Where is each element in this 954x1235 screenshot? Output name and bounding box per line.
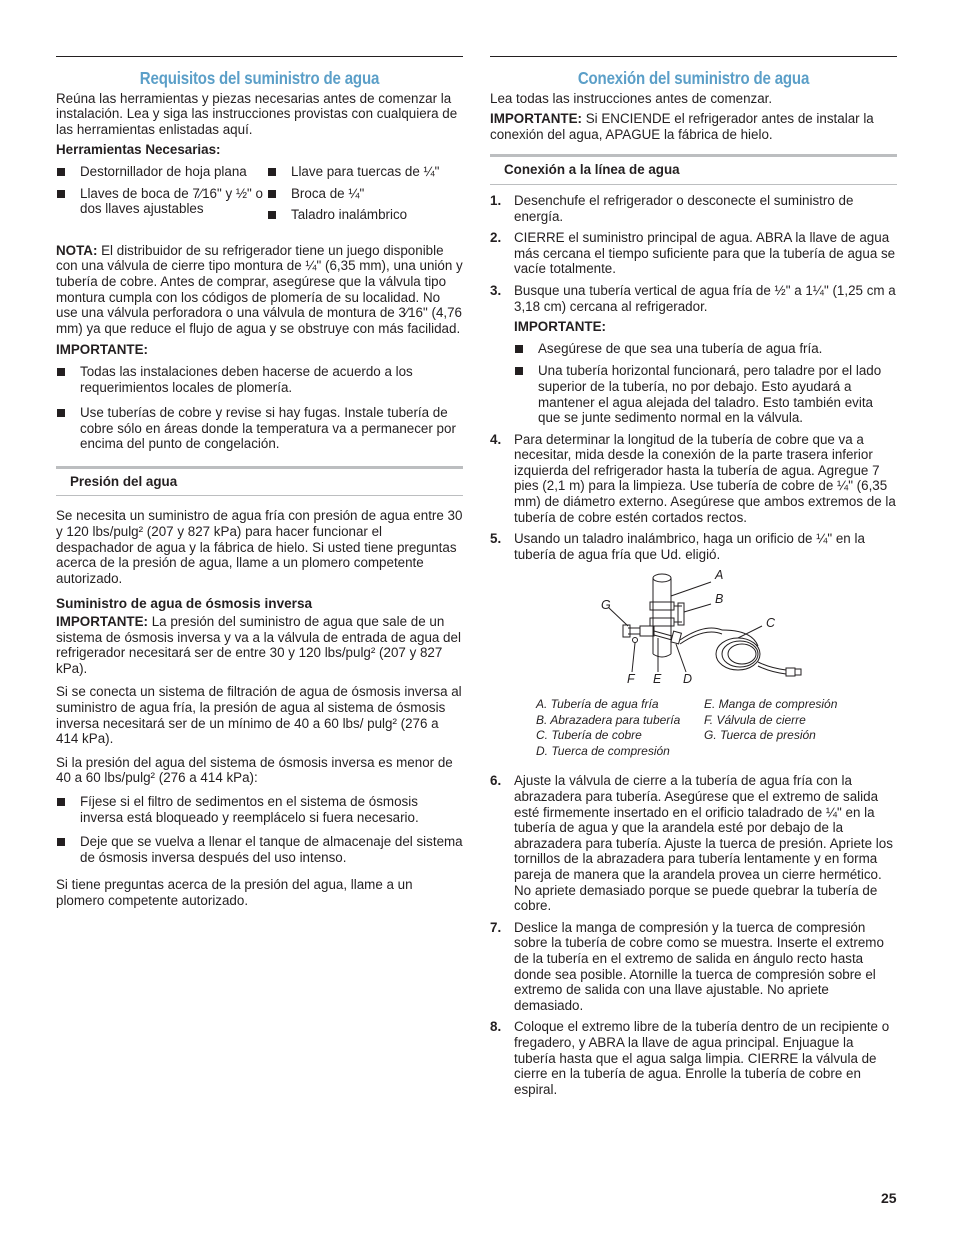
step-number: 6. (490, 773, 502, 789)
subheading-presion: Presión del agua (56, 466, 463, 497)
presion-paragraph: Se necesita un suministro de agua fría con presión de agua entre 30 y 120 lbs/pulg² (207 y 827 kPa) para hacer funcionar el despachador de agua y la fábrica de hielo. Si usted tiene preguntas acerca de la presión de agua, llame a un plomero competente autorizado. (56, 508, 463, 586)
right-importante-paragraph (490, 111, 897, 142)
figure-label-a: A (715, 568, 724, 583)
list-item: Taladro inalámbrico (267, 207, 463, 223)
step-item (490, 432, 897, 526)
list-item: Deje que se vuelva a llenar el tanque de almacenaje del sistema de ósmosis inversa después del uso intenso. (56, 834, 463, 865)
list-item: Llaves de boca de 7⁄16" y ½" o dos llaves ajustables (56, 186, 267, 217)
list-item: Destornillador de hoja plana (56, 164, 267, 180)
steps-list (490, 193, 897, 562)
tools-list (56, 164, 463, 229)
legend-item: F. Válvula de cierre (704, 712, 806, 727)
step-number: 4. (490, 431, 502, 447)
step-number: 2. (490, 230, 502, 246)
step-text: Coloque el extremo libre de la tubería dentro de un recipiente o fregadero, y ABRA la llave de agua principal. Enjuague la tubería hasta que el agua salga limpia. CIERRE la válvula de cierre en la tubería de agua. Enrolle la tubería de cobre en espiral. (514, 1019, 890, 1097)
right-importante-label: IMPORTANTE: (490, 111, 582, 127)
osmosis-importante-label: IMPORTANTE: (56, 614, 148, 630)
figure-label-b: B (715, 592, 724, 607)
step-number: 7. (490, 919, 502, 935)
step-text: Busque una tubería vertical de agua fría de ½" a 1¼" (1,25 cm a 3,18 cm) cercana al refrigerador. (514, 282, 896, 314)
legend-item: D. Tuerca de compresión (536, 743, 670, 758)
legend-item: B. Abrazadera para tubería (536, 712, 681, 727)
tools-column-1 (56, 164, 267, 229)
step-text: Ajuste la válvula de cierre a la tubería de agua fría con la abrazadera para tubería. Asegúrese que el extremo de salida esté firmemente insertado en el orificio taladrado de ¼" en la tubería de agua y que la arandela esté por debajo de la abrazadera para tubería. Ajuste la tuerca de presión. Apriete los tornillos de la abrazadera para tubería lentamente y en forma pareja de manera que la arandela provea un cierre hermético. No apriete demasiado porque se puede quebrar la tubería de cobre. (514, 773, 893, 914)
steps-list-continued (490, 773, 897, 1097)
figure-label-e: E (653, 672, 662, 687)
step-text: Usando un taladro inalámbrico, haga un orificio de ¼" en la tubería de agua fría que Ud. eligió. (514, 531, 865, 562)
legend-item: G. Tuerca de presión (704, 728, 816, 743)
nota-label: NOTA: (56, 242, 98, 258)
left-column (56, 56, 463, 914)
legend-column-2 (704, 697, 837, 759)
step-item (490, 773, 897, 913)
subheading-conexion: Conexión a la línea de agua (490, 154, 897, 185)
top-rule (56, 56, 463, 57)
list-item: Asegúrese de que sea una tubería de agua fría. (514, 341, 897, 357)
osmosis-importante-text: La presión del suministro de agua que sale de un sistema de ósmosis inversa y va a la válvula de entrada de agua del refrigerador necesitará ser de entre 30 y 120 lbs/pulg² (207 y 827 kPa). (56, 614, 461, 676)
figure-label-c: C (766, 616, 776, 631)
figure-label-g: G (601, 598, 611, 613)
step-item (490, 531, 897, 562)
step3-importante-label: IMPORTANTE: (514, 319, 606, 335)
valve-diagram (490, 568, 897, 693)
figure-label-d: D (683, 672, 693, 687)
step-number: 5. (490, 531, 502, 547)
step-item (490, 283, 897, 426)
legend-item: E. Manga de compresión (704, 697, 838, 712)
list-item: Todas las instalaciones deben hacerse de acuerdo a los requerimientos locales de plomería. (56, 364, 463, 395)
osmosis-paragraph-3: Si la presión del agua del sistema de ósmosis inversa es menor de 40 a 60 lbs/pulg² (276 a 414 kPa): (56, 754, 453, 786)
tools-column-2 (267, 164, 463, 229)
importante-label: IMPORTANTE: (56, 342, 148, 358)
final-paragraph: Si tiene preguntas acerca de la presión del agua, llame a un plomero competente autorizado. (56, 877, 413, 908)
right-importante-text: Si ENCIENDE el refrigerador antes de instalar la conexión del agua, APAGUE la fábrica de hielo. (490, 111, 874, 142)
osmosis-importante-paragraph (56, 614, 463, 676)
intro-paragraph: Reúna las herramientas y piezas necesarias antes de comenzar la instalación. Lea y siga las instrucciones provistas con cualquiera de las herramientas enlistadas aquí. (56, 90, 458, 137)
section-title-conexion: Conexión del suministro de agua (577, 68, 810, 88)
step-item (490, 230, 897, 277)
step-number: 1. (490, 192, 502, 208)
step-number: 8. (490, 1019, 502, 1035)
step-item (490, 920, 897, 1014)
importante-list (56, 364, 463, 452)
step-text: Deslice la manga de compresión y la tuerca de compresión sobre la tubería de cobre como se muestra. Inserte el extremo de la tubería en el extremo de salida en ángulo recto hasta donde sea posible. Atornille la tuerca de compresión sobre el extremo de salida con una llave ajustable. No apriete demasiado. (514, 919, 884, 1013)
subheading-osmosis: Suministro de agua de ósmosis inversa (56, 596, 313, 612)
nota-text: El distribuidor de su refrigerador tiene un juego disponible con una válvula de cierre tipo montura de ¼" (6,35 mm), una unión y tubería de cobre. Antes de comprar, asegúrese que la válvula tipo montura cumpla con los códigos de plomería de su localidad. No use una válvula perforadora o una válvula de montura de 3⁄16" (4,76 mm) ya que reduce el flujo de agua y se obstruye con más facilidad. (56, 242, 463, 336)
right-column (490, 56, 897, 1103)
list-item: Fíjese si el filtro de sedimentos en el sistema de ósmosis inversa está bloqueado y reemplácelo si fuera necesario. (56, 794, 463, 825)
top-rule (490, 56, 897, 57)
valve-illustration (490, 568, 897, 693)
step-item (490, 193, 897, 224)
osmosis-paragraph-2: Si se conecta un sistema de filtración de agua de ósmosis inversa al suministro de agua fría, la presión de agua al sistema de ósmosis inversa necesitará ser de un mínimo de 40 a 60 lbs/ pulg² (276 a 414 kPa). (56, 684, 462, 747)
legend-column-1 (536, 697, 704, 759)
legend-item: A. Tubería de agua fría (536, 697, 659, 712)
section-title-requisitos: Requisitos del suministro de agua (139, 68, 380, 88)
step-text: Desenchufe el refrigerador o desconecte el suministro de energía. (514, 192, 854, 224)
step-number: 3. (490, 282, 502, 298)
page-number: 25 (881, 1190, 897, 1206)
step-item (490, 1019, 897, 1097)
figure-legend (536, 697, 897, 759)
step-text: CIERRE el suministro principal de agua. ABRA la llave de agua más cercana el tiempo suficiente para que la tubería de agua se vacíe totalmente. (514, 230, 896, 277)
step-text: Para determinar la longitud de la tubería de cobre que va a necesitar, mida desde la conexión de la parte trasera inferior izquierda del refrigerador hasta la tubería de agua. Agregue 7 pies (2,1 m) para la limpieza. Use tubería de cobre de ¼" (6,35 mm) de diámetro externo. Asegúrese que ambos extremos de la tubería de cobre estén cortados rectos. (514, 431, 896, 525)
osmosis-list (56, 794, 463, 865)
tools-label: Herramientas Necesarias: (56, 142, 221, 158)
figure-label-f: F (627, 672, 635, 687)
legend-item: C. Tubería de cobre (536, 728, 642, 743)
list-item: Use tuberías de cobre y revise si hay fugas. Instale tubería de cobre sólo en áreas donde la temperatura va a permanecer por encima del punto de congelación. (56, 405, 463, 452)
nota-paragraph (56, 243, 463, 337)
list-item: Broca de ¼" (267, 186, 463, 202)
right-intro: Lea todas las instrucciones antes de comenzar. (490, 90, 773, 106)
list-item: Llave para tuercas de ¼" (267, 164, 463, 180)
list-item: Una tubería horizontal funcionará, pero taladre por el lado superior de la tubería, no por debajo. Esto ayudará a mantener el agua alejada del taladro. Esto también evita que se junte sedimento normal en la válvula. (514, 363, 897, 425)
step3-list (514, 341, 897, 426)
